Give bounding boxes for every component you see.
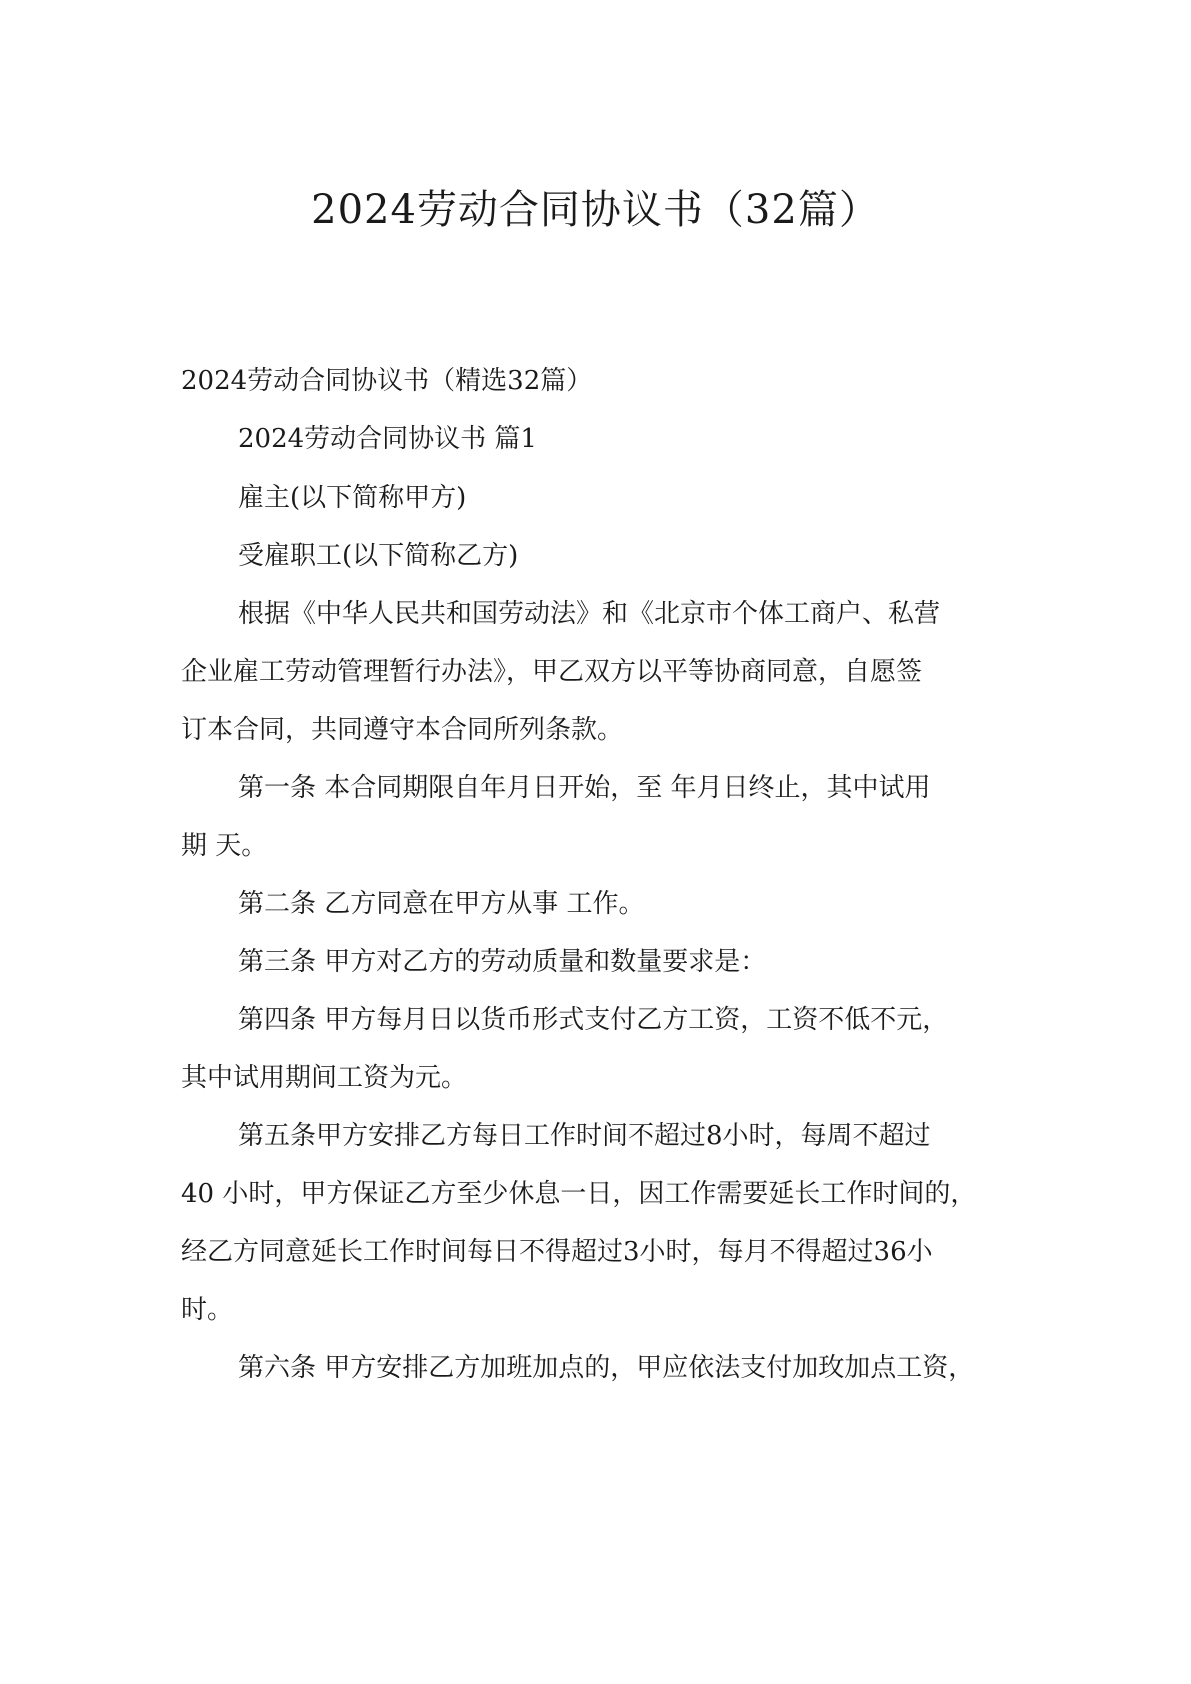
- paragraph-line: 第三条 甲方对乙方的劳动质量和数量要求是：: [238, 947, 767, 977]
- section-heading: 2024劳动合同协议书 篇1: [238, 424, 537, 454]
- paragraph-line: 受雇职工(以下简称乙方): [238, 541, 519, 571]
- paragraph-line: 第四条 甲方每月日以货币形式支付乙方工资，工资不低不元，: [238, 1005, 949, 1035]
- paragraph-line: 时。: [181, 1295, 234, 1325]
- paragraph-line: 第一条 本合同期限自年月日开始，至 年月日终止，其中试用: [238, 773, 931, 803]
- paragraph-line: 其中试用期间工资为元。: [181, 1063, 468, 1093]
- paragraph-line: 期 天。: [181, 831, 268, 861]
- document-subtitle: 2024劳动合同协议书（精选32篇）: [181, 366, 593, 396]
- paragraph-line: 40 小时，甲方保证乙方至少休息一日，因工作需要延长工作时间的，: [181, 1179, 977, 1209]
- paragraph-line: 第六条 甲方安排乙方加班加点的，甲应依法支付加玫加点工资，: [238, 1353, 975, 1383]
- paragraph-line: 根据《中华人民共和国劳动法》和《北京市个体工商户、私营: [238, 599, 941, 629]
- paragraph-line: 企业雇工劳动管理暂行办法》，甲乙双方以平等协商同意，自愿签: [181, 657, 923, 687]
- paragraph-line: 第五条甲方安排乙方每日工作时间不超过8小时，每周不超过: [238, 1121, 931, 1151]
- paragraph-line: 经乙方同意延长工作时间每日不得超过3小时，每月不得超过36小: [181, 1237, 933, 1267]
- paragraph-line: 雇主(以下简称甲方): [238, 483, 467, 513]
- paragraph-line: 第二条 乙方同意在甲方从事 工作。: [238, 889, 645, 919]
- paragraph-line: 订本合同，共同遵守本合同所列条款。: [181, 715, 624, 745]
- document-title: 2024劳动合同协议书（32篇）: [311, 187, 880, 233]
